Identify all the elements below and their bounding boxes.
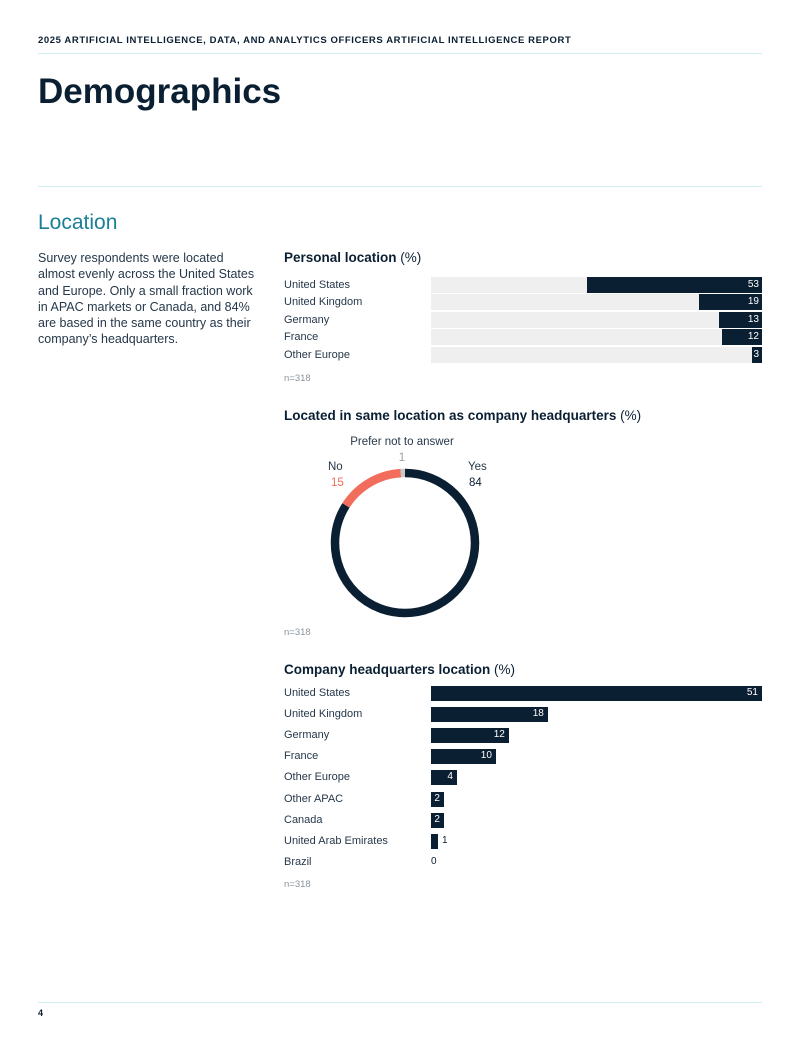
bar-category-label: Germany [284,313,330,326]
chart-sample-note: n=318 [284,627,311,638]
bar-category-label: Canada [284,813,323,826]
company-hq-chart-title [284,662,515,677]
bar-category-label: Other Europe [284,348,351,361]
donut-value-yes: 84 [469,477,482,489]
bar-category-label: Other APAC [284,792,344,805]
report-title: 2025 ARTIFICIAL INTELLIGENCE, DATA, AND ANALYTICS OFFICERS ARTIFICIAL INTELLIGENCE REPORT [38,35,572,46]
bar-value-label: 1 [442,834,448,846]
page-number: 4 [38,1008,44,1018]
bar-value-label: 12 [493,729,505,741]
bar-category-label: Germany [284,729,330,742]
bar-category-label: Brazil [284,855,312,868]
same-location-donut-chart [329,467,481,619]
title-divider [38,186,762,187]
footer-divider [38,1002,762,1003]
bar-category-label: France [284,331,319,344]
bar [431,834,438,849]
bar-value-label: 0 [431,855,437,867]
personal-location-chart-title [284,250,421,265]
bar-value-label: 53 [747,279,759,290]
bar-category-label: United States [284,687,351,699]
chart-sample-note: n=318 [284,373,311,384]
bar-category-label: France [284,750,319,763]
chart-title-unit: (%) [490,662,516,677]
bar-value-label: 3 [753,348,759,360]
donut-label-no: No [328,461,343,473]
page-title: Demographics [38,72,282,111]
bar-value-label: 19 [747,296,759,308]
chart-title-main: Personal location [284,250,397,265]
bar-value-label: 2 [434,813,440,825]
bar-value-label: 51 [746,687,758,698]
header-divider [38,53,762,54]
donut-value-no: 15 [331,477,344,489]
bar-value-label: 12 [747,331,759,343]
chart-title-unit: (%) [396,250,422,265]
bar-value-label: 2 [434,792,440,804]
bar-track [431,329,762,345]
bar-category-label: United Kingdom [284,708,363,721]
bar-track [431,312,762,328]
bar-category-label: United Kingdom [284,296,363,309]
bar-category-label: United Arab Emirates [284,834,388,847]
bar-value-label: 4 [447,771,453,783]
bar-value-label: 18 [532,708,544,720]
donut-label-prefer-not: Prefer not to answer [350,436,454,448]
same-location-chart-title [284,408,641,423]
bar-category-label: United States [284,279,351,291]
bar-value-label: 13 [747,313,759,325]
bar-track [431,347,762,363]
chart-sample-note: n=318 [284,879,311,890]
chart-title-unit: (%) [616,408,642,423]
bar-value-label: 10 [480,750,492,762]
chart-title-main: Company headquarters location [284,662,491,677]
bar-category-label: Other Europe [284,771,351,784]
donut-value-prefer-not: 1 [398,452,406,464]
section-title: Location [38,211,118,234]
chart-title-main: Located in same location as company headquarters [284,408,617,423]
donut-label-yes: Yes [468,461,487,473]
donut-slices [335,473,475,613]
section-intro: Survey respondents were located almost evenly across the United States and Europe. Only a small fraction work in APAC markets or Canada, and 84% are based in the same country as their company’s headquarters. [38,251,255,347]
